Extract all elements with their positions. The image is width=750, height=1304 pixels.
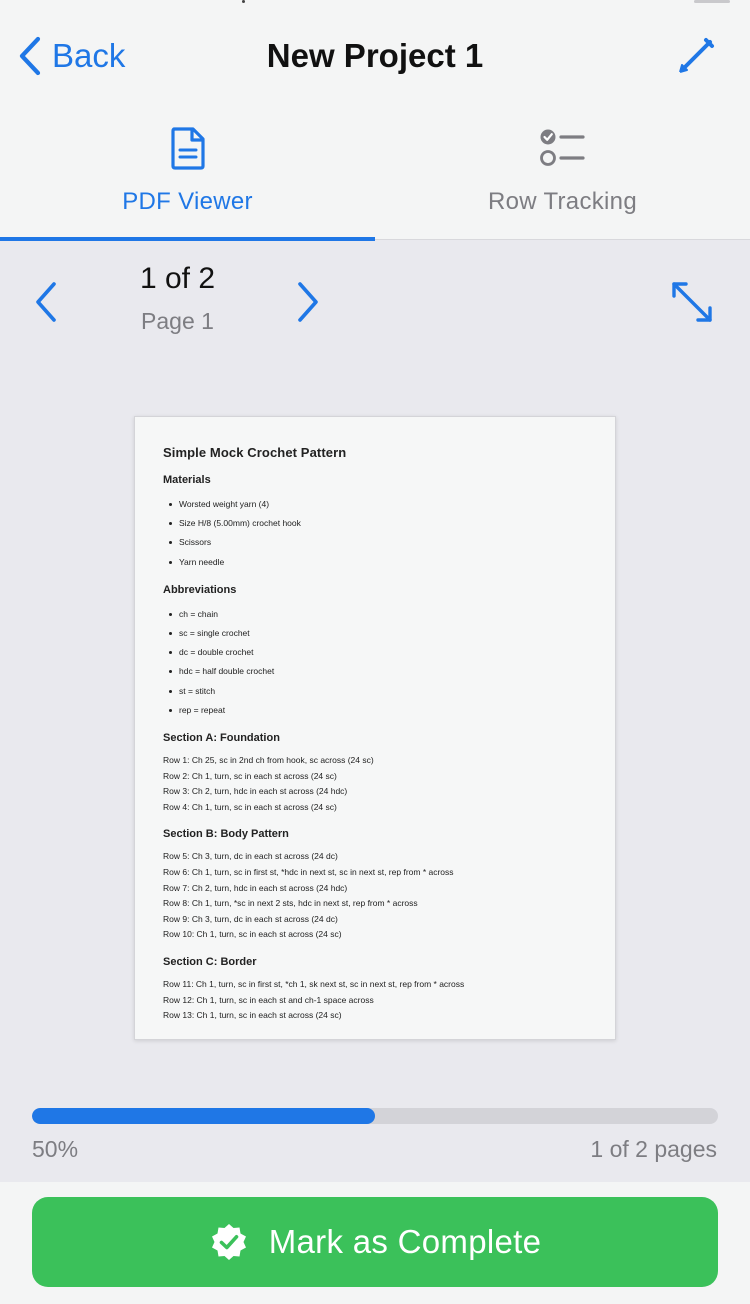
list-item: Yarn needle: [163, 553, 587, 572]
abbreviations-list: [163, 605, 587, 720]
tab-row-tracking[interactable]: [375, 110, 750, 240]
mark-complete-label: Mark as Complete: [268, 1223, 542, 1260]
edit-button[interactable]: [676, 34, 718, 76]
pattern-row: Row 13: Ch 1, turn, sc in each st across (24 sc): [163, 1010, 342, 1021]
document-title: Simple Mock Crochet Pattern: [163, 445, 347, 460]
materials-list: [163, 495, 587, 572]
pattern-row: Row 6: Ch 1, turn, sc in first st, *hdc in next st, sc in next st, rep from * across: [163, 867, 454, 877]
pattern-row: Row 12: Ch 1, turn, sc in each st and ch-1 space across: [163, 994, 374, 1005]
list-item: Worsted weight yarn (4): [163, 495, 587, 514]
status-dot: [242, 0, 245, 3]
section-a-rows: [163, 753, 587, 815]
progress-fill: [32, 1108, 375, 1124]
chevron-right-icon: [288, 278, 328, 326]
section-b-heading: Section B: Body Pattern: [163, 828, 289, 841]
tab-bar: [0, 110, 750, 240]
previous-page-button[interactable]: [28, 278, 68, 326]
section-c-rows: [163, 977, 587, 1024]
progress-pages: 1 of 2 pages: [590, 1136, 717, 1162]
bottom-bar: [0, 1182, 750, 1304]
status-indicator: [694, 0, 730, 3]
pattern-row: Row 8: Ch 1, turn, *sc in next 2 sts, hdc in next st, rep from * across: [163, 898, 418, 909]
pattern-row: Row 2: Ch 1, turn, sc in each st across (24 sc): [163, 770, 337, 781]
list-item: ch = chain: [163, 605, 587, 624]
pattern-row: Row 9: Ch 3, turn, dc in each st across (24 dc): [163, 913, 338, 924]
abbreviations-heading: Abbreviations: [163, 583, 237, 596]
document-icon: [169, 126, 207, 170]
page-counter: 1 of 2: [139, 262, 216, 295]
section-a-heading: Section A: Foundation: [163, 732, 280, 745]
section-b-rows: [163, 849, 587, 943]
list-item: Scissors: [163, 533, 587, 552]
pattern-row: Row 3: Ch 2, turn, hdc in each st across (24 hdc): [163, 786, 348, 797]
section-c-heading: Section C: Border: [163, 955, 257, 968]
page-title: New Project 1: [266, 37, 484, 74]
tab-pdf-viewer-label: PDF Viewer: [122, 188, 253, 215]
chevron-left-icon: [28, 278, 68, 326]
pattern-row: Row 5: Ch 3, turn, dc in each st across (24 dc): [163, 851, 338, 862]
checklist-icon: [539, 126, 587, 170]
list-item: rep = repeat: [163, 701, 587, 720]
list-item: st = stitch: [163, 682, 587, 701]
active-tab-indicator: [0, 237, 375, 241]
pencil-icon: [676, 34, 718, 76]
tab-row-tracking-label: Row Tracking: [488, 188, 637, 215]
list-item: sc = single crochet: [163, 624, 587, 643]
mark-complete-button[interactable]: [32, 1197, 718, 1287]
back-label: Back: [52, 37, 126, 74]
next-page-button[interactable]: [288, 278, 328, 326]
expand-arrows-icon: [668, 278, 716, 326]
list-item: dc = double crochet: [163, 643, 587, 662]
pattern-row: Row 11: Ch 1, turn, sc in first st, *ch 1, sk next st, sc in next st, rep from * across: [163, 978, 465, 989]
nav-bar: [0, 0, 750, 110]
list-item: Size H/8 (5.00mm) crochet hook: [163, 514, 587, 533]
pattern-row: Row 1: Ch 25, sc in 2nd ch from hook, sc across (24 sc): [163, 755, 374, 766]
list-item: hdc = half double crochet: [163, 662, 587, 681]
pattern-row: Row 7: Ch 2, turn, hdc in each st across (24 hdc): [163, 882, 348, 893]
pattern-row: Row 4: Ch 1, turn, sc in each st across (24 sc): [163, 801, 337, 812]
pdf-page[interactable]: [134, 416, 616, 1040]
materials-heading: Materials: [163, 474, 211, 486]
check-badge-icon: [209, 1222, 249, 1262]
page-subtitle: Page 1: [141, 308, 214, 334]
tab-pdf-viewer[interactable]: [0, 110, 375, 240]
progress-percent: 50%: [32, 1136, 79, 1162]
fullscreen-button[interactable]: [668, 278, 716, 326]
pattern-row: Row 10: Ch 1, turn, sc in each st across (24 sc): [163, 929, 342, 940]
progress-bar: [32, 1108, 718, 1124]
